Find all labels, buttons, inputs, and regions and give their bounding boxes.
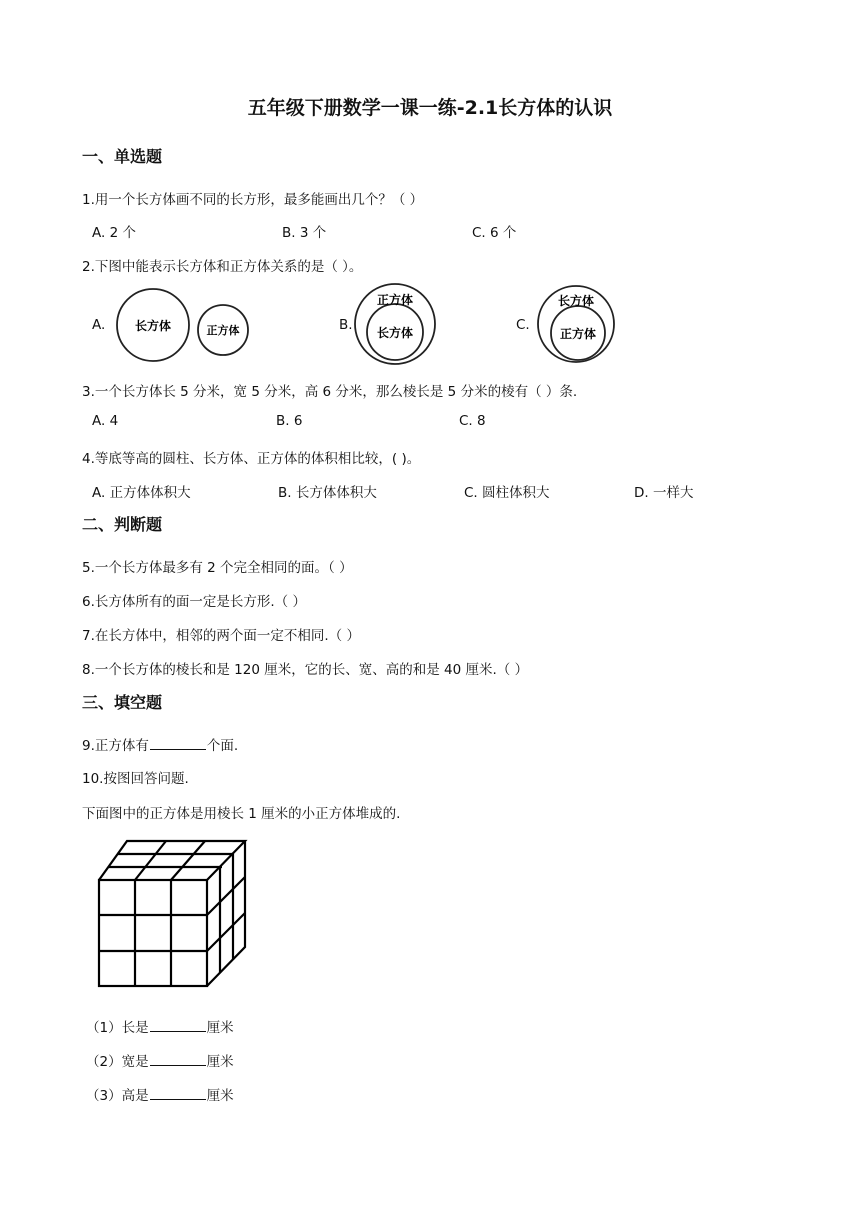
sub-question-3 xyxy=(86,1084,234,1104)
q2-option-c: C. xyxy=(516,317,530,333)
label-cube: 正方体 xyxy=(376,293,414,307)
q1-option-b: B. 3 个 xyxy=(282,225,327,241)
sub-question-2 xyxy=(86,1050,234,1070)
section-heading-true-false: 二、判断题 xyxy=(82,515,163,534)
question-7: 7.在长方体中，相邻的两个面一定不相同.（ ） xyxy=(82,628,360,644)
answer-blank[interactable] xyxy=(150,1053,206,1066)
q9-text-after: 个面. xyxy=(206,738,239,754)
unit-label: 厘米 xyxy=(206,1020,234,1036)
section-heading-single-choice: 一、单选题 xyxy=(82,147,163,166)
q4-option-b: B. 长方体体积大 xyxy=(278,485,377,501)
label-cuboid: 长方体 xyxy=(134,319,172,333)
q4-option-c: C. 圆柱体积大 xyxy=(464,485,550,501)
q2-option-a: A. xyxy=(92,317,106,333)
question-6: 6.长方体所有的面一定是长方形.（ ） xyxy=(82,594,306,610)
question-2: 2.下图中能表示长方体和正方体关系的是（ ）。 xyxy=(82,259,363,275)
q2-figure-c xyxy=(533,283,623,367)
label-cube: 正方体 xyxy=(559,327,597,341)
page-title: 五年级下册数学一课一练-2.1长方体的认识 xyxy=(247,97,613,119)
cube-figure xyxy=(94,836,254,992)
answer-blank[interactable] xyxy=(150,1087,206,1100)
question-9 xyxy=(82,734,238,754)
q1-option-a: A. 2 个 xyxy=(92,225,136,241)
sub-question-1 xyxy=(86,1016,234,1036)
q1-option-c: C. 6 个 xyxy=(472,225,517,241)
sub-question-text: （2）宽是 xyxy=(86,1054,149,1070)
q2-figure-a xyxy=(108,286,258,366)
label-cuboid: 长方体 xyxy=(376,326,414,340)
q2-figure-b xyxy=(352,281,442,367)
q3-option-c: C. 8 xyxy=(459,413,486,429)
question-8: 8.一个长方体的棱长和是 120 厘米，它的长、宽、高的和是 40 厘米.（ ） xyxy=(82,662,529,678)
q2-option-b: B. xyxy=(339,317,353,333)
label-cube: 正方体 xyxy=(206,324,240,337)
answer-blank[interactable] xyxy=(150,737,206,750)
question-5: 5.一个长方体最多有 2 个完全相同的面。（ ） xyxy=(82,560,353,576)
sub-question-text: （1）长是 xyxy=(86,1020,149,1036)
q4-option-a: A. 正方体体积大 xyxy=(92,485,191,501)
q4-option-d: D. 一样大 xyxy=(634,485,694,501)
label-cuboid: 长方体 xyxy=(557,294,595,308)
unit-label: 厘米 xyxy=(206,1088,234,1104)
question-3: 3.一个长方体长 5 分米，宽 5 分米，高 6 分米，那么棱长是 5 分米的棱有（ ）条. xyxy=(82,384,578,400)
question-4: 4.等底等高的圆柱、长方体、正方体的体积相比较，( )。 xyxy=(82,451,421,467)
unit-label: 厘米 xyxy=(206,1054,234,1070)
question-1: 1.用一个长方体画不同的长方形，最多能画出几个？（ ） xyxy=(82,192,424,208)
q9-text-before: 9.正方体有 xyxy=(82,738,149,754)
sub-question-text: （3）高是 xyxy=(86,1088,149,1104)
answer-blank[interactable] xyxy=(150,1019,206,1032)
q3-option-a: A. 4 xyxy=(92,413,119,429)
question-10-description: 下面图中的正方体是用棱长 1 厘米的小正方体堆成的. xyxy=(82,806,401,822)
section-heading-fill-blank: 三、填空题 xyxy=(82,693,163,712)
question-10: 10.按图回答问题. xyxy=(82,771,189,787)
q3-option-b: B. 6 xyxy=(276,413,303,429)
